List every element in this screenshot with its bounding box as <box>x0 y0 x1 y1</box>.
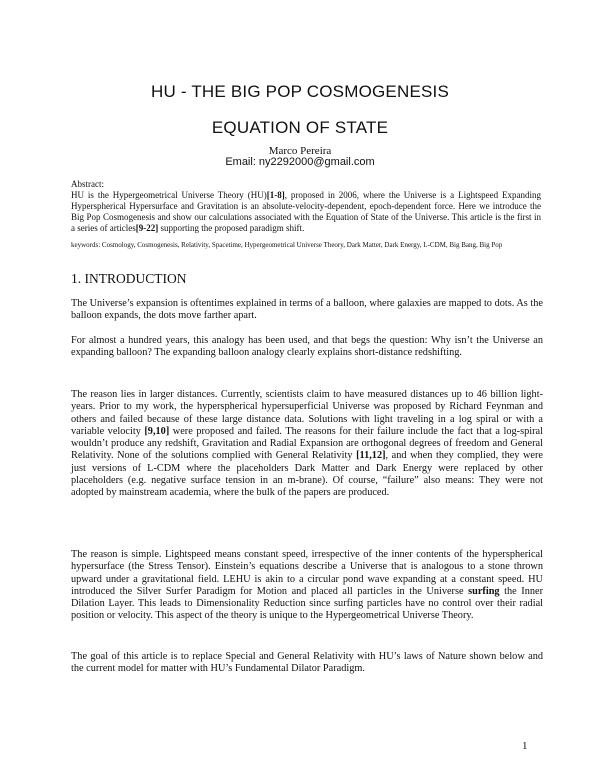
page-number: 1 <box>522 740 528 752</box>
abstract <box>71 179 541 234</box>
citation: [9,10] <box>144 425 170 437</box>
citation: [11,12] <box>356 450 386 462</box>
paragraph: The goal of this article is to replace Special and General Relativity with HU’s laws of Nature shown below and the current model for matter with HU’s Fundamental Dilator Paradigm. <box>71 651 543 675</box>
abstract-text: supporting the proposed paradigm shift. <box>158 222 305 233</box>
section-heading: 1. INTRODUCTION <box>71 271 187 286</box>
bold-term: surfing <box>468 585 500 597</box>
paragraph-text: The reason lies in larger distances. Currently, scientists claim to have measured distances up to 46 billion light-years. Prior to my work, the hyperspherical hypersuperficial Universe was proposed by Richard Feynman and others and failed because of these large distance data. Solutions with light traveling in a log spiral or with a variable velocity <box>71 389 543 437</box>
abstract-text: HU is the Hypergeometrical Universe Theory (HU) <box>71 189 267 200</box>
keywords: keywords: Cosmology, Cosmogenesis, Relativity, Spacetime, Hypergeometrical Universe Theory, Dark Matter, Dark Energy, L-CDM, Big Bang, Big Pop <box>71 241 503 249</box>
title-line-2: EQUATION OF STATE <box>211 118 389 137</box>
abstract-text: , proposed in 2006, where the Universe is a Lightspeed Expanding Hyperspherical Hypersurface and Gravitation is an absolute-velocity-dependent, epoch-dependent force. Here we introduce the Big Pop Cosmogenesis and show our calculations associated with the Equation of State of the Universe. This article is the first in a series of articles <box>71 189 541 233</box>
paragraph: The Universe’s expansion is oftentimes explained in terms of a balloon, where galaxies are mapped to dots. As the balloon expands, the dots move farther apart. <box>71 298 543 322</box>
paragraph: For almost a hundred years, this analogy has been used, and that begs the question: Why isn’t the Universe an expanding balloon? The expanding balloon analogy clearly explains short-distance redshifting. <box>71 335 543 359</box>
paragraph <box>71 389 543 500</box>
title-line-1: HU - THE BIG POP COSMOGENESIS <box>150 82 449 101</box>
paragraph-text: , and when they complied, they were just versions of L-CDM where the placeholders Dark Matter and Dark Energy were replaced by other placeholders (e.g. negative surface tension in an m-brane). Of course, “failure” also means: They were not adopted by mainstream academia, where the bulk of the papers are produced. <box>71 450 544 499</box>
abstract-reference: [1-8] <box>266 189 285 200</box>
paragraph <box>71 549 543 623</box>
paragraph-text: The reason is simple. Lightspeed means constant speed, irrespective of the inner contents of the hyperspherical hypersurface (the Stress Tensor). Einstein’s equations describe a Universe that is analogous to a stone thrown upward under a gravitational field. LEHU is akin to a circular pond wave expanding at a constant speed. HU introduced the Silver Surfer Paradigm for Motion and placed all particles in the Universe <box>71 549 543 597</box>
author-name: Marco Pereira <box>268 145 332 157</box>
paragraph-text: were proposed and failed. The reasons for their failure include the fact that a log-spiral wouldn’t produce any redshift, Gravitation and Radial Expansion are orthogonal degrees of freedom and General Relativity. None of the solutions complied with General Relativity <box>71 425 543 462</box>
author-email[interactable]: Email: ny2292000@gmail.com <box>225 156 375 168</box>
abstract-reference: [9-22] <box>135 222 159 233</box>
abstract-label: Abstract: <box>71 179 104 189</box>
paragraph-text: the Inner Dilation Layer. This leads to Dimensionality Reduction since surfing particles have no control over their radial position or velocity. This aspect of the theory is unique to the Hypergeometrical Universe Theory. <box>71 585 543 622</box>
